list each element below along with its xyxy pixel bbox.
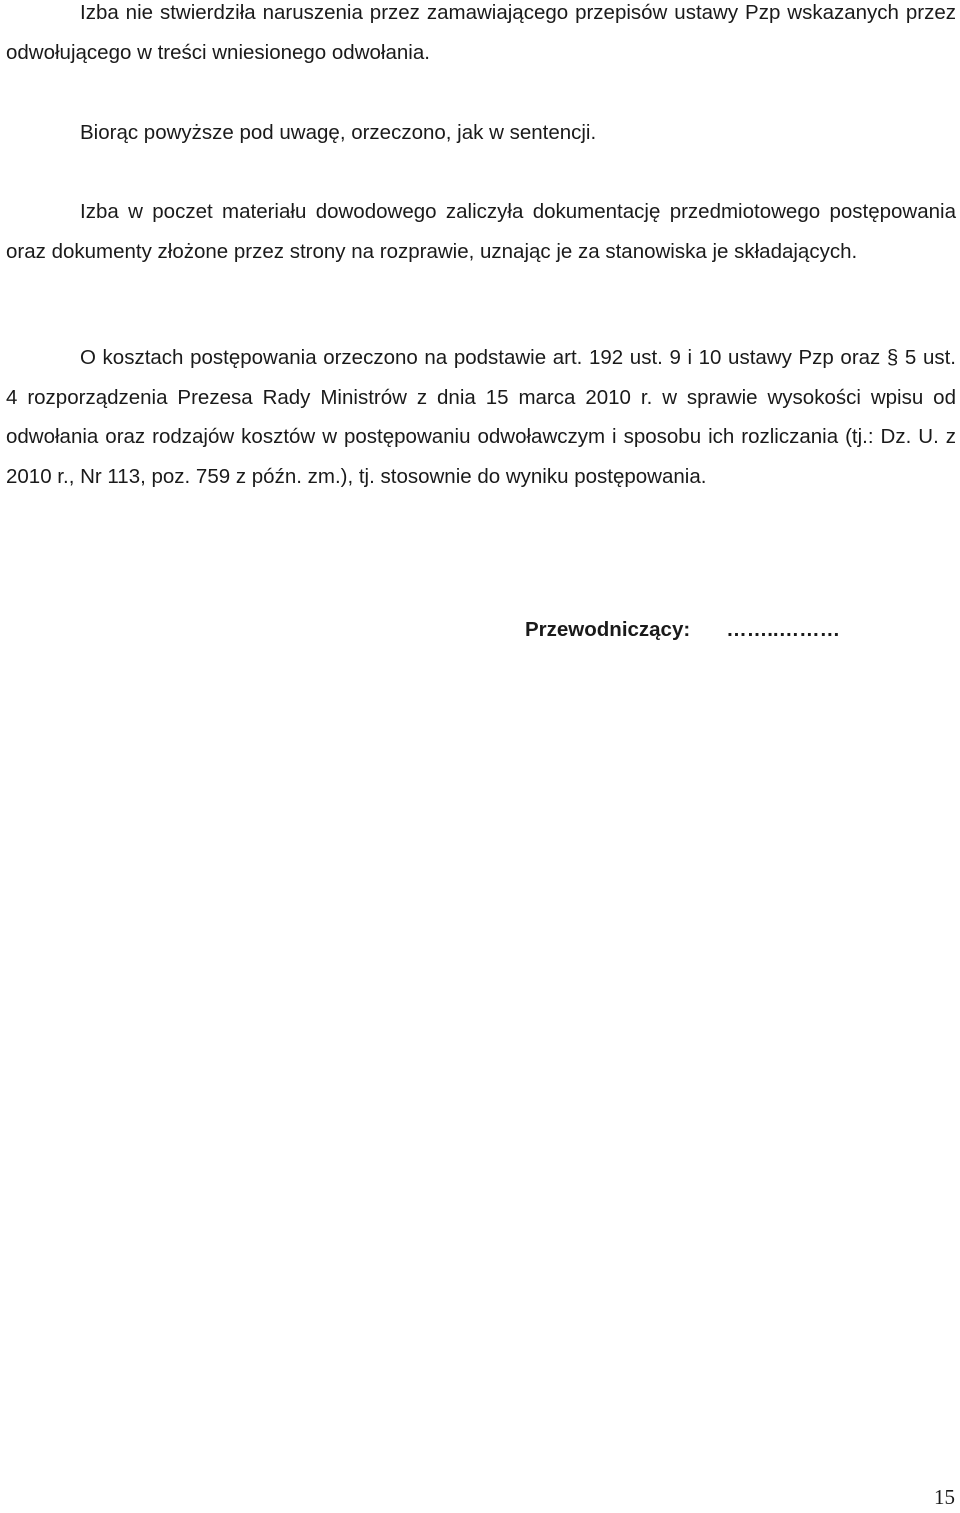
signature-block [525,618,840,642]
paragraph-conclusion: Biorąc powyższe pod uwagę, orzeczono, jak w sentencji. [80,121,597,144]
paragraph-evidence: Izba w poczet materiału dowodowego zaliczyła dokumentację przedmiotowego postępowania oraz dokumenty złożone przez strony na rozprawie, uznając je za stanowiska je składających. [6,200,956,263]
signature-placeholder: ……..……… [726,618,841,641]
signature-label: Przewodniczący: [525,618,691,641]
paragraph-costs: O kosztach postępowania orzeczono na podstawie art. 192 ust. 9 i 10 ustawy Pzp oraz § 5 ust. 4 rozporządzenia Prezesa Rady Ministrów z dnia 15 marca 2010 r. w sprawie wysokości wpisu od odwołania oraz rodzajów kosztów w postępowaniu odwoławczym i sposobu ich rozliczania (tj.: Dz. U. z 2010 r., Nr 113, poz. 759 z późn. zm.), tj. stosownie do wyniku postępowania. [6,346,956,488]
paragraph-findings: Izba nie stwierdziła naruszenia przez zamawiającego przepisów ustawy Pzp wskazanych przez odwołującego w treści wniesionego odwołania. [6,1,956,64]
page-number: 15 [934,1485,955,1509]
